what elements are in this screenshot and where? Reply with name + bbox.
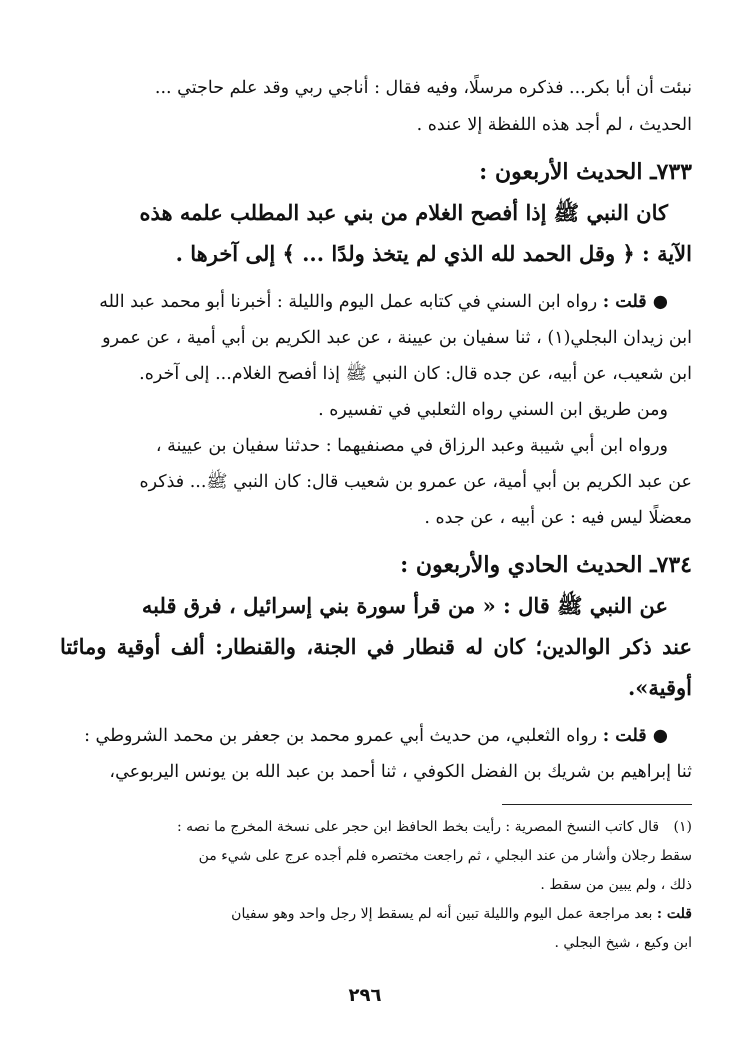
footnote-1 (60, 813, 692, 900)
qult-line: رواه ابن السني في كتابه عمل اليوم والليلة : أخبرنا أبو محمد عبد الله (99, 292, 598, 312)
hadith-733-text (60, 192, 692, 274)
qult-label: ● قلت : (602, 292, 668, 312)
para3-line: معضلًا ليس فيه : عن أبيه ، عن جده . (424, 508, 692, 528)
footnote-qult-label: قلت : (656, 906, 692, 922)
qult-line: رواه الثعلبي، من حديث أبي عمرو محمد بن جعفر بن محمد الشروطي : (84, 726, 598, 746)
continuation-line-1: نبئت أن أبا بكر... فذكره مرسلًا، وفيه فقال : أناجي ربي وقد علم حاجتي ... (154, 78, 692, 98)
footnote-line: ذلك ، ولم يبين من سقط . (540, 877, 692, 893)
hadith-733-para3 (60, 428, 692, 536)
footnote-number: (١) (673, 819, 692, 835)
qult-line: ابن زيدان البجلي(١) ، ثنا سفيان بن عيينة ، عن عبد الكريم بن أبي أمية ، عن عمرو (102, 328, 692, 348)
hadith-734-qult (60, 718, 692, 790)
footnote-line: سقط رجلان وأشار من عند البجلي ، ثم راجعت مختصره فلم أجده عرج على شيء من (198, 848, 692, 864)
footnote-line: قال كاتب النسخ المصرية : رأيت بخط الحافظ ابن حجر على نسخة المخرج ما نصه : (177, 819, 660, 835)
hadith-733-text-line: كان النبي ﷺ إذا أفصح الغلام من بني عبد المطلب علمه هذه (139, 200, 668, 225)
qult-line: ثنا إبراهيم بن شريك بن الفضل الكوفي ، ثنا أحمد بن عبد الله بن يونس اليربوعي، (109, 762, 692, 782)
footnote-qult (60, 900, 692, 958)
para3-line: عن عبد الكريم بن أبي أمية، عن عمرو بن شعيب قال: كان النبي ﷺ... فذكره (139, 472, 692, 492)
footnote-qult-line: بعد مراجعة عمل اليوم والليلة تبين أنه لم يسقط إلا رجل واحد وهو سفيان (231, 906, 653, 922)
hadith-733-qult (60, 284, 692, 392)
continuation-line-2: الحديث ، لم أجد هذه اللفظة إلا عنده . (416, 115, 692, 135)
para3-line: ورواه ابن أبي شيبة وعبد الرزاق في مصنفيهما : حدثنا سفيان بن عيينة ، (155, 436, 668, 456)
footnote-qult-line: ابن وكيع ، شيخ البجلي . (554, 935, 692, 951)
hadith-734-text (60, 585, 692, 708)
hadith-733-text-line: الآية : ﴿ وقل الحمد لله الذي لم يتخذ ولدًا ... ﴾ إلى آخرها . (175, 241, 692, 266)
hadith-733-heading: ٧٣٣ـ الحديث الأربعون : (479, 159, 692, 185)
footnote-divider (502, 804, 692, 805)
qult-label: ● قلت : (602, 726, 668, 746)
page-number: ٢٩٦ (348, 985, 382, 1006)
page-body (60, 70, 692, 958)
hadith-733-para2: ومن طريق ابن السني رواه الثعلبي في تفسيره . (318, 400, 668, 420)
hadith-734-heading: ٧٣٤ـ الحديث الحادي والأربعون : (400, 552, 692, 578)
hadith-734-text-line: عند ذكر الوالدين؛ كان له قنطار في الجنة، والقنطار: ألف أوقية ومائتا أوقية». (60, 634, 692, 700)
hadith-734-text-line: عن النبي ﷺ قال : « من قرأ سورة بني إسرائيل ، فرق قلبه (141, 593, 668, 618)
qult-line: ابن شعيب، عن أبيه، عن جده قال: كان النبي ﷺ إذا أفصح الغلام... إلى آخره. (139, 364, 692, 384)
